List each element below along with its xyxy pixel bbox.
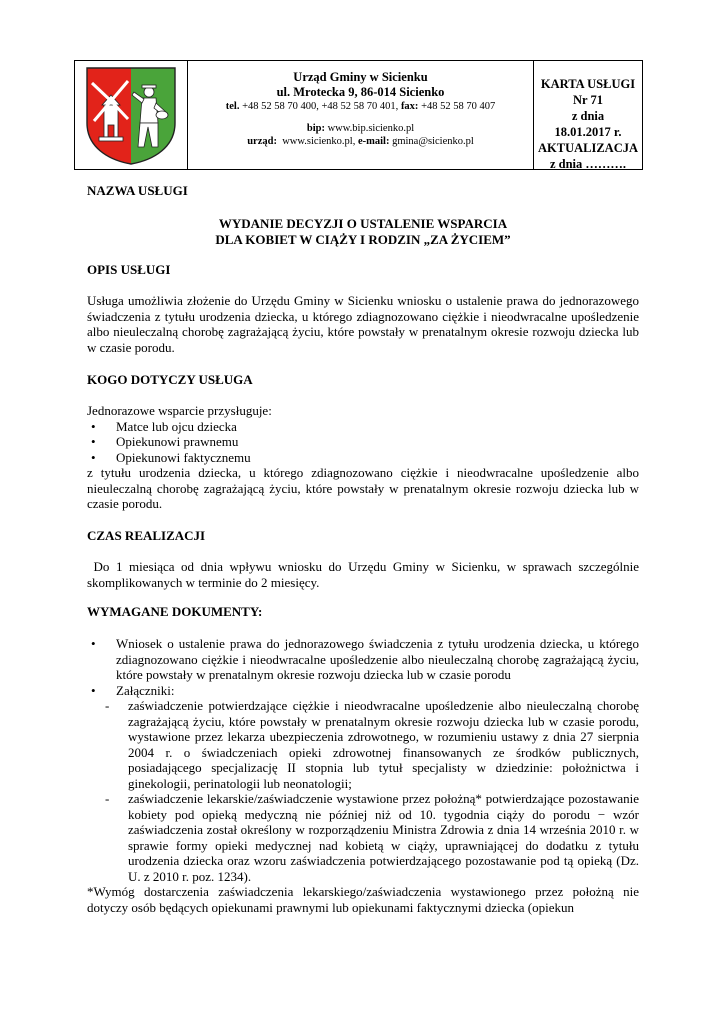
- description-text: Usługa umożliwia złożenie do Urzędu Gminy w Sicienku wniosku o ustalenie prawa do jednorazowego świadczenia z tytułu urodzenia dziecka, u którego zdiagnozowano ciężkie i nieodwracalne upośledzenie albo nieuleczalną chorobę zagrażającą życiu, które powstały w prenatalnym okresie rozwoju dziecka lub w czasie porodu.: [87, 293, 639, 355]
- document-item-text: Załączniki:: [116, 682, 175, 698]
- list-item-text: Opiekunowi faktycznemu: [116, 449, 251, 465]
- card-date: 18.01.2017 r.: [554, 125, 622, 139]
- attachment-item: [87, 791, 639, 884]
- website-link[interactable]: www.sicienko.pl,: [282, 136, 356, 147]
- update-label: AKTUALIZACJA: [537, 141, 638, 155]
- service-title-line1: WYDANIE DECYZJI O USTALENIE WSPARCIA: [218, 216, 508, 231]
- phone-line: [188, 100, 533, 113]
- documents-section: [87, 636, 639, 915]
- crest-cell: [75, 61, 188, 169]
- time-heading: CZAS REALIZACJI: [87, 528, 206, 543]
- card-date-label: z dnia: [571, 109, 605, 123]
- office-address: ul. Mrotecka 9, 86-014 Sicienko: [276, 85, 445, 99]
- list-item-text: Opiekunowi prawnemu: [116, 434, 239, 449]
- service-title: [87, 216, 639, 247]
- fax-value: +48 52 58 70 407: [421, 101, 496, 112]
- document-item-text: Wniosek o ustalenie prawa do jednorazowego świadczenia z tytułu urodzenia dziecka, u którego zdiagnozowano ciężkie i nieodwracalne upośledzenie albo nieuleczalną chorobę zagrażającą życiu, które powstały w prenatalnym okresie rozwoju dziecka lub w czasie porodu: [116, 636, 639, 682]
- dash-icon: -: [105, 698, 110, 713]
- list-item: [87, 450, 639, 466]
- description-heading: OPIS USŁUGI: [87, 262, 171, 277]
- bip-label: bip:: [306, 123, 325, 134]
- document-item: [87, 683, 639, 699]
- update-date: z dnia ……….: [549, 157, 627, 171]
- bullet-icon: •: [91, 434, 96, 449]
- footnote: *Wymóg dostarczenia zaświadczenia lekarskiego/zaświadczenia wystawionego przez położną nie dotyczy osób będących opiekunami prawnymi lub opiekunami faktycznymi dziecka (opiekun: [87, 884, 639, 915]
- service-title-line2: DLA KOBIET W CIĄŻY I RODZIN „ZA ŻYCIEM”: [215, 231, 511, 247]
- document-item: [87, 636, 639, 683]
- office-name: Urząd Gminy w Sicienku: [293, 70, 428, 84]
- bip-link[interactable]: www.bip.sicienko.pl: [327, 123, 415, 134]
- attachment-item-text: zaświadczenie potwierdzające ciężkie i nieodwracalne upośledzenie albo nieuleczalną chorobę zagrażającą życiu, które powstały w prenatalnym okresie rozwoju dziecka lub w czasie porodu, wystawione przez lekarza ubezpieczenia zdrowotnego, w rozumieniu ustawy z dnia 27 sierpnia 2004 r. o świadczeniach opieki zdrowotnej finansowanych ze środków publicznych, posiadającego specjalizację II stopnia lub tytuł specjalisty w dziedzinie: położnictwa i ginekologii, perinatologii lub neonatologii;: [128, 698, 639, 791]
- who-heading: KOGO DOTYCZY USŁUGA: [87, 372, 253, 387]
- time-text: Do 1 miesiąca od dnia wpływu wniosku do Urzędu Gminy w Sicienku, w sprawach szczególnie skomplikowanych w terminie do 2 miesięcy.: [87, 559, 643, 590]
- bullet-icon: •: [91, 682, 96, 698]
- email-label: e-mail:: [357, 136, 390, 147]
- who-outro: z tytułu urodzenia dziecka, u którego zdiagnozowano ciężkie i nieodwracalne upośledzenie albo nieuleczalną chorobę zagrażającą życiu, które powstały w prenatalnym okresie rozwoju dziecka lub w czasie porodu.: [87, 465, 639, 511]
- bullet-icon: •: [91, 418, 96, 434]
- who-section: [87, 403, 639, 512]
- bullet-icon: •: [91, 636, 96, 651]
- office-info-cell: [188, 61, 534, 169]
- bullet-icon: •: [91, 449, 96, 465]
- documents-heading: WYMAGANE DOKUMENTY:: [87, 604, 263, 619]
- bip-line: [188, 122, 533, 135]
- urzad-label: urząd:: [247, 136, 277, 147]
- list-item: [87, 419, 639, 435]
- card-number: Nr 71: [573, 93, 603, 107]
- service-name-heading: NAZWA USŁUGI: [87, 183, 188, 198]
- email-link[interactable]: gmina@sicienko.pl: [392, 136, 474, 147]
- who-intro: Jednorazowe wsparcie przysługuje:: [87, 403, 272, 418]
- fax-label: fax:: [400, 101, 419, 112]
- header-table: [74, 60, 643, 170]
- tel-label: tel.: [225, 101, 240, 112]
- service-card-cell: [534, 61, 642, 169]
- tel-values: +48 52 58 70 400, +48 52 58 70 401,: [242, 101, 399, 112]
- card-title: KARTA USŁUGI: [540, 77, 636, 91]
- coat-of-arms-logo: [84, 65, 178, 166]
- contact-line: [188, 135, 533, 148]
- list-item: [87, 434, 639, 450]
- attachment-item-text: zaświadczenie lekarskie/zaświadczenie wystawione przez położną* potwierdzające pozostawanie kobiety pod opieką medyczną nie później niż od 10. tygodnia ciąży do porodu − wzór zaświadczenia został określony w rozporządzeniu Ministra Zdrowia z dnia 14 września 2010 r. w sprawie formy opieki medycznej nad kobietą w ciąży, uprawniającej do dodatku z tytułu urodzenia dziecka oraz wzoru zaświadczenia potwierdzającego pozostawanie pod tą opieką (Dz. U. z 2010 r. poz. 1234).: [128, 791, 639, 884]
- dash-icon: -: [105, 791, 110, 806]
- list-item-text: Matce lub ojcu dziecka: [116, 418, 237, 434]
- attachment-item: [87, 698, 639, 791]
